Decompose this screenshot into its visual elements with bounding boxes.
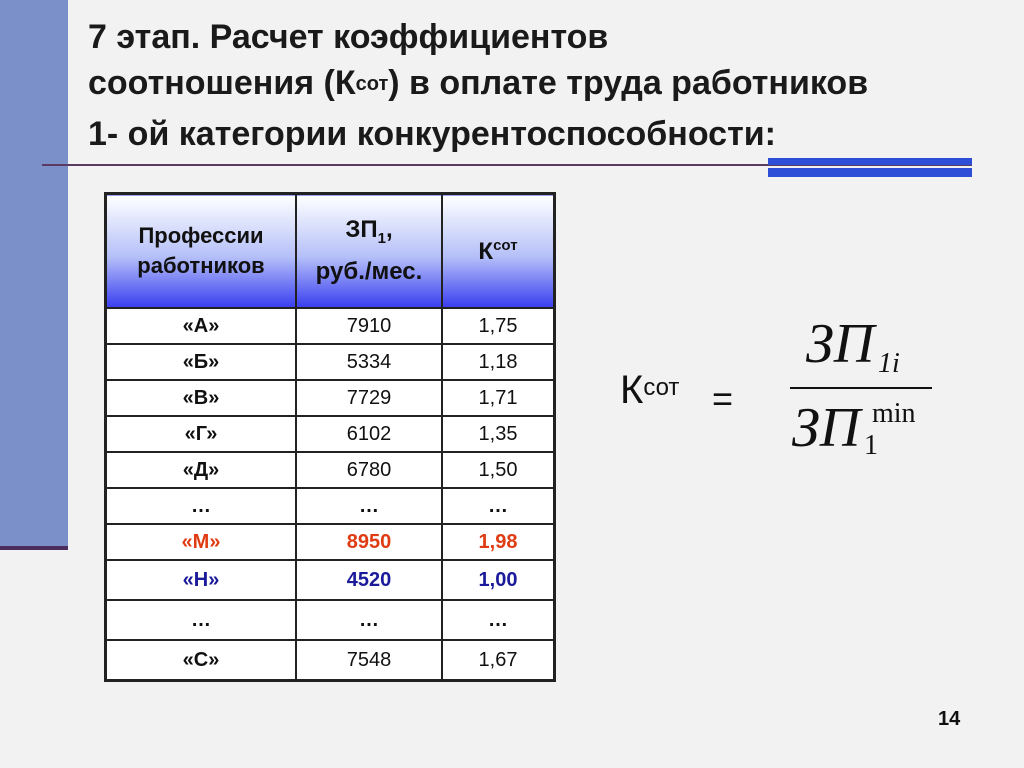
title-k-letter: К [334,64,356,102]
cell-profession: «А» [106,308,297,344]
formula-lhs [620,368,679,413]
title-k-sup: сот [355,73,389,95]
header-prof-line1: Профессии [138,223,264,248]
formula-k-letter: К [620,368,644,412]
cell-salary: … [296,600,442,640]
cell-salary: … [296,488,442,524]
table-row-max [106,524,555,560]
cell-ratio: 1,75 [442,308,555,344]
header-zp-unit: руб./мес. [315,258,423,286]
title-line-1: 7 этап. Расчет коэффициентов [88,18,609,56]
cell-ratio: … [442,488,555,524]
table-row [106,452,555,488]
header-prof-line2: работников [137,253,265,278]
slide-title [88,14,1018,157]
formula-numerator: ЗП [806,313,875,375]
title-divider-accent-top [768,158,972,165]
cell-ratio: … [442,600,555,640]
table-row [106,344,555,380]
header-professions [106,194,297,309]
formula-k-sup: сот [643,374,680,401]
formula-denominator-superscript: min [872,398,916,429]
cell-salary: 8950 [296,524,442,560]
cell-profession: … [106,600,297,640]
cell-ratio: 1,35 [442,416,555,452]
table-row [106,380,555,416]
cell-profession: «Н» [106,560,297,600]
cell-salary: 6780 [296,452,442,488]
title-line-2-pre: соотношения ( [88,64,335,102]
cell-profession: «Г» [106,416,297,452]
cell-ratio: 1,71 [442,380,555,416]
cell-profession: «В» [106,380,297,416]
table-row-ellipsis [106,600,555,640]
header-k-letter: К [478,237,494,265]
title-line-2 [88,60,1018,111]
cell-salary: 7729 [296,380,442,416]
header-zp-sub: 1 [377,229,386,247]
formula-numerator-subscript: 1i [878,348,900,379]
cell-profession: «С» [106,640,297,681]
cell-salary: 7910 [296,308,442,344]
ratio-table [104,192,556,682]
title-line-3: 1- ой категории конкурентоспособности: [88,115,776,153]
cell-profession: «Б» [106,344,297,380]
cell-profession: «Д» [106,452,297,488]
header-k-sup: сот [493,236,518,254]
formula-equals-sign: = [712,378,734,419]
header-ratio [442,194,555,309]
formula-denominator: ЗП [792,397,861,459]
side-decoration-bar [0,0,68,550]
title-line-2-post: ) в оплате труда работников [388,64,869,102]
header-salary [296,194,442,309]
cell-profession: … [106,488,297,524]
cell-ratio: 1,50 [442,452,555,488]
cell-ratio: 1,67 [442,640,555,681]
formula-fraction-bar [790,387,932,389]
cell-profession: «М» [106,524,297,560]
cell-salary: 4520 [296,560,442,600]
formula-denominator-subscript: 1 [864,430,878,461]
table-row-min [106,560,555,600]
title-divider-accent-bottom [768,168,972,177]
table-header-row [106,194,555,309]
cell-salary: 5334 [296,344,442,380]
page-number: 14 [938,708,961,730]
table-row-ellipsis [106,488,555,524]
table-row [106,308,555,344]
cell-ratio: 1,00 [442,560,555,600]
cell-ratio: 1,18 [442,344,555,380]
cell-ratio: 1,98 [442,524,555,560]
table-row [106,416,555,452]
header-zp-comma: , [385,215,393,243]
cell-salary: 7548 [296,640,442,681]
table-row [106,640,555,681]
cell-salary: 6102 [296,416,442,452]
header-zp-main: ЗП [345,215,378,243]
